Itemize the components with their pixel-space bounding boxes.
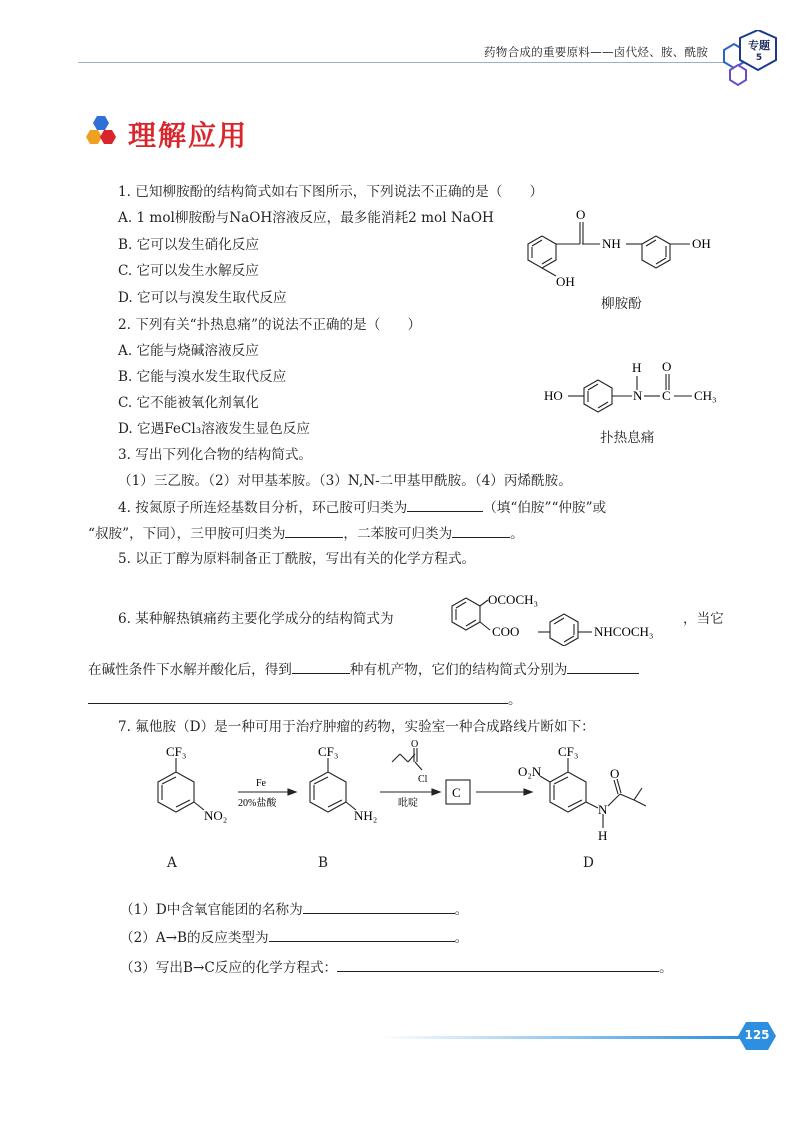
q4-line2 — [88, 524, 524, 543]
q6-line2-text-b: 种有机产物，它们的结构简式分别为 — [349, 662, 568, 678]
section-title: 理解应用 — [128, 119, 249, 152]
q6-coo-label: COO — [492, 624, 520, 639]
q1-stem: 1. 已知柳胺酚的结构简式如右下图所示，下列说法不正确的是（ ） — [118, 184, 544, 200]
topic-badge-label: 专题 5 — [748, 39, 770, 63]
q6-line2-text-a: 在碱性条件下水解并酸化后，得到 — [88, 662, 292, 678]
q6-line3 — [88, 690, 522, 709]
q7-sub2-text: （2）A→B的反应类型为 — [120, 930, 269, 946]
q7-b-cf3: CF₃ — [318, 744, 339, 759]
q7-arrow1-bottom: 20%盐酸 — [238, 798, 277, 809]
q2-stem: 2. 下列有关“扑热息痛”的说法不正确的是（ ） — [118, 317, 422, 333]
q4-line1-text-a: 4. 按氮原子所连烃基数目分析，环己胺可归类为 — [118, 500, 408, 516]
q6-blank-structures-1[interactable] — [567, 660, 639, 674]
q7-sub2-blank[interactable] — [269, 928, 455, 942]
q7-d-h: H — [598, 828, 608, 843]
q4-blank-2[interactable] — [285, 524, 343, 538]
q4-line1-text-b: （填“伯胺”“仲胺”或 — [483, 500, 607, 516]
q7-d-n: N — [598, 802, 608, 817]
section-hexagon-icon — [86, 116, 120, 146]
q5-stem: 5. 以正丁醇为原料制备正丁酰胺，写出有关的化学方程式。 — [118, 551, 476, 567]
q2-option-a: A. 它能与烧碱溶液反应 — [118, 343, 259, 359]
q7-sub2-period: 。 — [454, 930, 469, 946]
q4-blank-1[interactable] — [407, 498, 483, 512]
q7-box-c: C — [452, 785, 461, 800]
q7-d-o: O — [610, 766, 620, 781]
q6-blank-structures-2[interactable] — [88, 690, 508, 704]
q7-stem: 7. 氟他胺（D）是一种可用于治疗肿瘤的药物，实验室一种合成路线片断如下： — [118, 719, 595, 735]
q6-ococh3-label: OCOCH₃ — [488, 592, 539, 607]
q7-d-cf3: CF₃ — [558, 744, 579, 759]
q7-sub3-blank[interactable] — [337, 958, 659, 972]
q2-ho-label: HO — [544, 388, 563, 403]
q3-items: （1）三乙胺。（2）对甲基苯胺。（3）N,N-二甲基甲酰胺。（4）丙烯酰胺。 — [118, 473, 572, 489]
q7-sub1 — [120, 900, 468, 919]
q1-o-label: O — [576, 207, 586, 222]
q1-caption: 柳胺酚 — [601, 296, 642, 312]
header-rule — [78, 62, 724, 63]
flutamide-synthesis-route — [120, 740, 680, 880]
q6-nhcoch3-label: NHCOCH₃ — [594, 624, 654, 639]
salicylanilide-structure — [520, 206, 730, 292]
q2-option-d: D. 它遇FeCl₃溶液发生显色反应 — [118, 421, 310, 437]
q7-label-b: B — [318, 855, 328, 871]
q6-stem-a: 6. 某种解热镇痛药主要化学成分的结构简式为 — [118, 611, 394, 627]
q6-line2 — [88, 660, 639, 679]
q6-blank-count[interactable] — [292, 660, 350, 674]
q4-line2-text-b: ，二苯胺可归类为 — [343, 526, 453, 542]
q2-c-label: C — [662, 388, 671, 403]
q7-sub1-blank[interactable] — [303, 900, 455, 914]
q2-n-label: N — [633, 388, 643, 403]
q7-reagent-cl: Cl — [418, 774, 428, 785]
q7-sub2 — [120, 928, 468, 947]
q7-reagent-o: O — [411, 740, 419, 750]
q1-oh-label-right: OH — [692, 236, 711, 251]
q1-nh-label: NH — [602, 236, 621, 251]
q7-b-nh2: NH₂ — [354, 808, 378, 823]
q2-caption: 扑热息痛 — [600, 430, 655, 446]
q7-a-no2: NO₂ — [204, 808, 228, 823]
paracetamol-structure — [540, 358, 740, 418]
q4-line2-text-c: 。 — [510, 526, 524, 542]
q1-option-a: A. 1 mol柳胺酚与NaOH溶液反应，最多能消耗2 mol NaOH — [118, 210, 494, 226]
page-number: 125 — [744, 1028, 770, 1042]
q7-d-o2n: O₂N — [518, 764, 542, 779]
q7-sub1-text: （1）D中含氧官能团的名称为 — [120, 902, 303, 918]
q6-stem-b: ，当它 — [683, 611, 724, 627]
q1-option-b: B. 它可以发生硝化反应 — [118, 237, 259, 253]
q2-ch3-label: CH₃ — [694, 388, 717, 403]
q7-label-a: A — [167, 855, 177, 871]
q4-blank-3[interactable] — [452, 524, 510, 538]
q1-option-c: C. 它可以发生水解反应 — [118, 263, 259, 279]
aspirin-paracetamol-ester-structure — [446, 588, 686, 646]
q3-stem: 3. 写出下列化合物的结构简式。 — [118, 447, 313, 463]
q4-line1 — [118, 498, 606, 517]
q7-sub3-text: （3）写出B→C反应的化学方程式： — [120, 960, 338, 976]
q7-sub3-period: 。 — [659, 960, 673, 976]
q7-label-d: D — [583, 855, 594, 871]
q2-option-c: C. 它不能被氧化剂氧化 — [118, 395, 259, 411]
q4-line2-text-a: “叔胺”，下同），三甲胺可归类为 — [88, 526, 286, 542]
q7-a-cf3: CF₃ — [166, 744, 187, 759]
q2-o-label: O — [662, 359, 672, 374]
q2-option-b: B. 它能与溴水发生取代反应 — [118, 369, 287, 385]
running-header: 药物合成的重要原料——卤代烃、胺、酰胺 — [484, 45, 709, 59]
q7-arrow1-top: Fe — [256, 778, 266, 789]
q7-sub1-period: 。 — [454, 902, 469, 918]
q1-option-d: D. 它可以与溴发生取代反应 — [118, 290, 287, 306]
q7-sub3 — [120, 958, 673, 977]
footer-gradient-bar — [380, 1036, 740, 1039]
q6-line3-end: 。 — [508, 692, 522, 708]
q1-oh-label-bottom: OH — [556, 274, 575, 289]
q2-h-label: H — [632, 360, 642, 375]
q7-arrow2-bottom: 吡啶 — [398, 798, 418, 809]
